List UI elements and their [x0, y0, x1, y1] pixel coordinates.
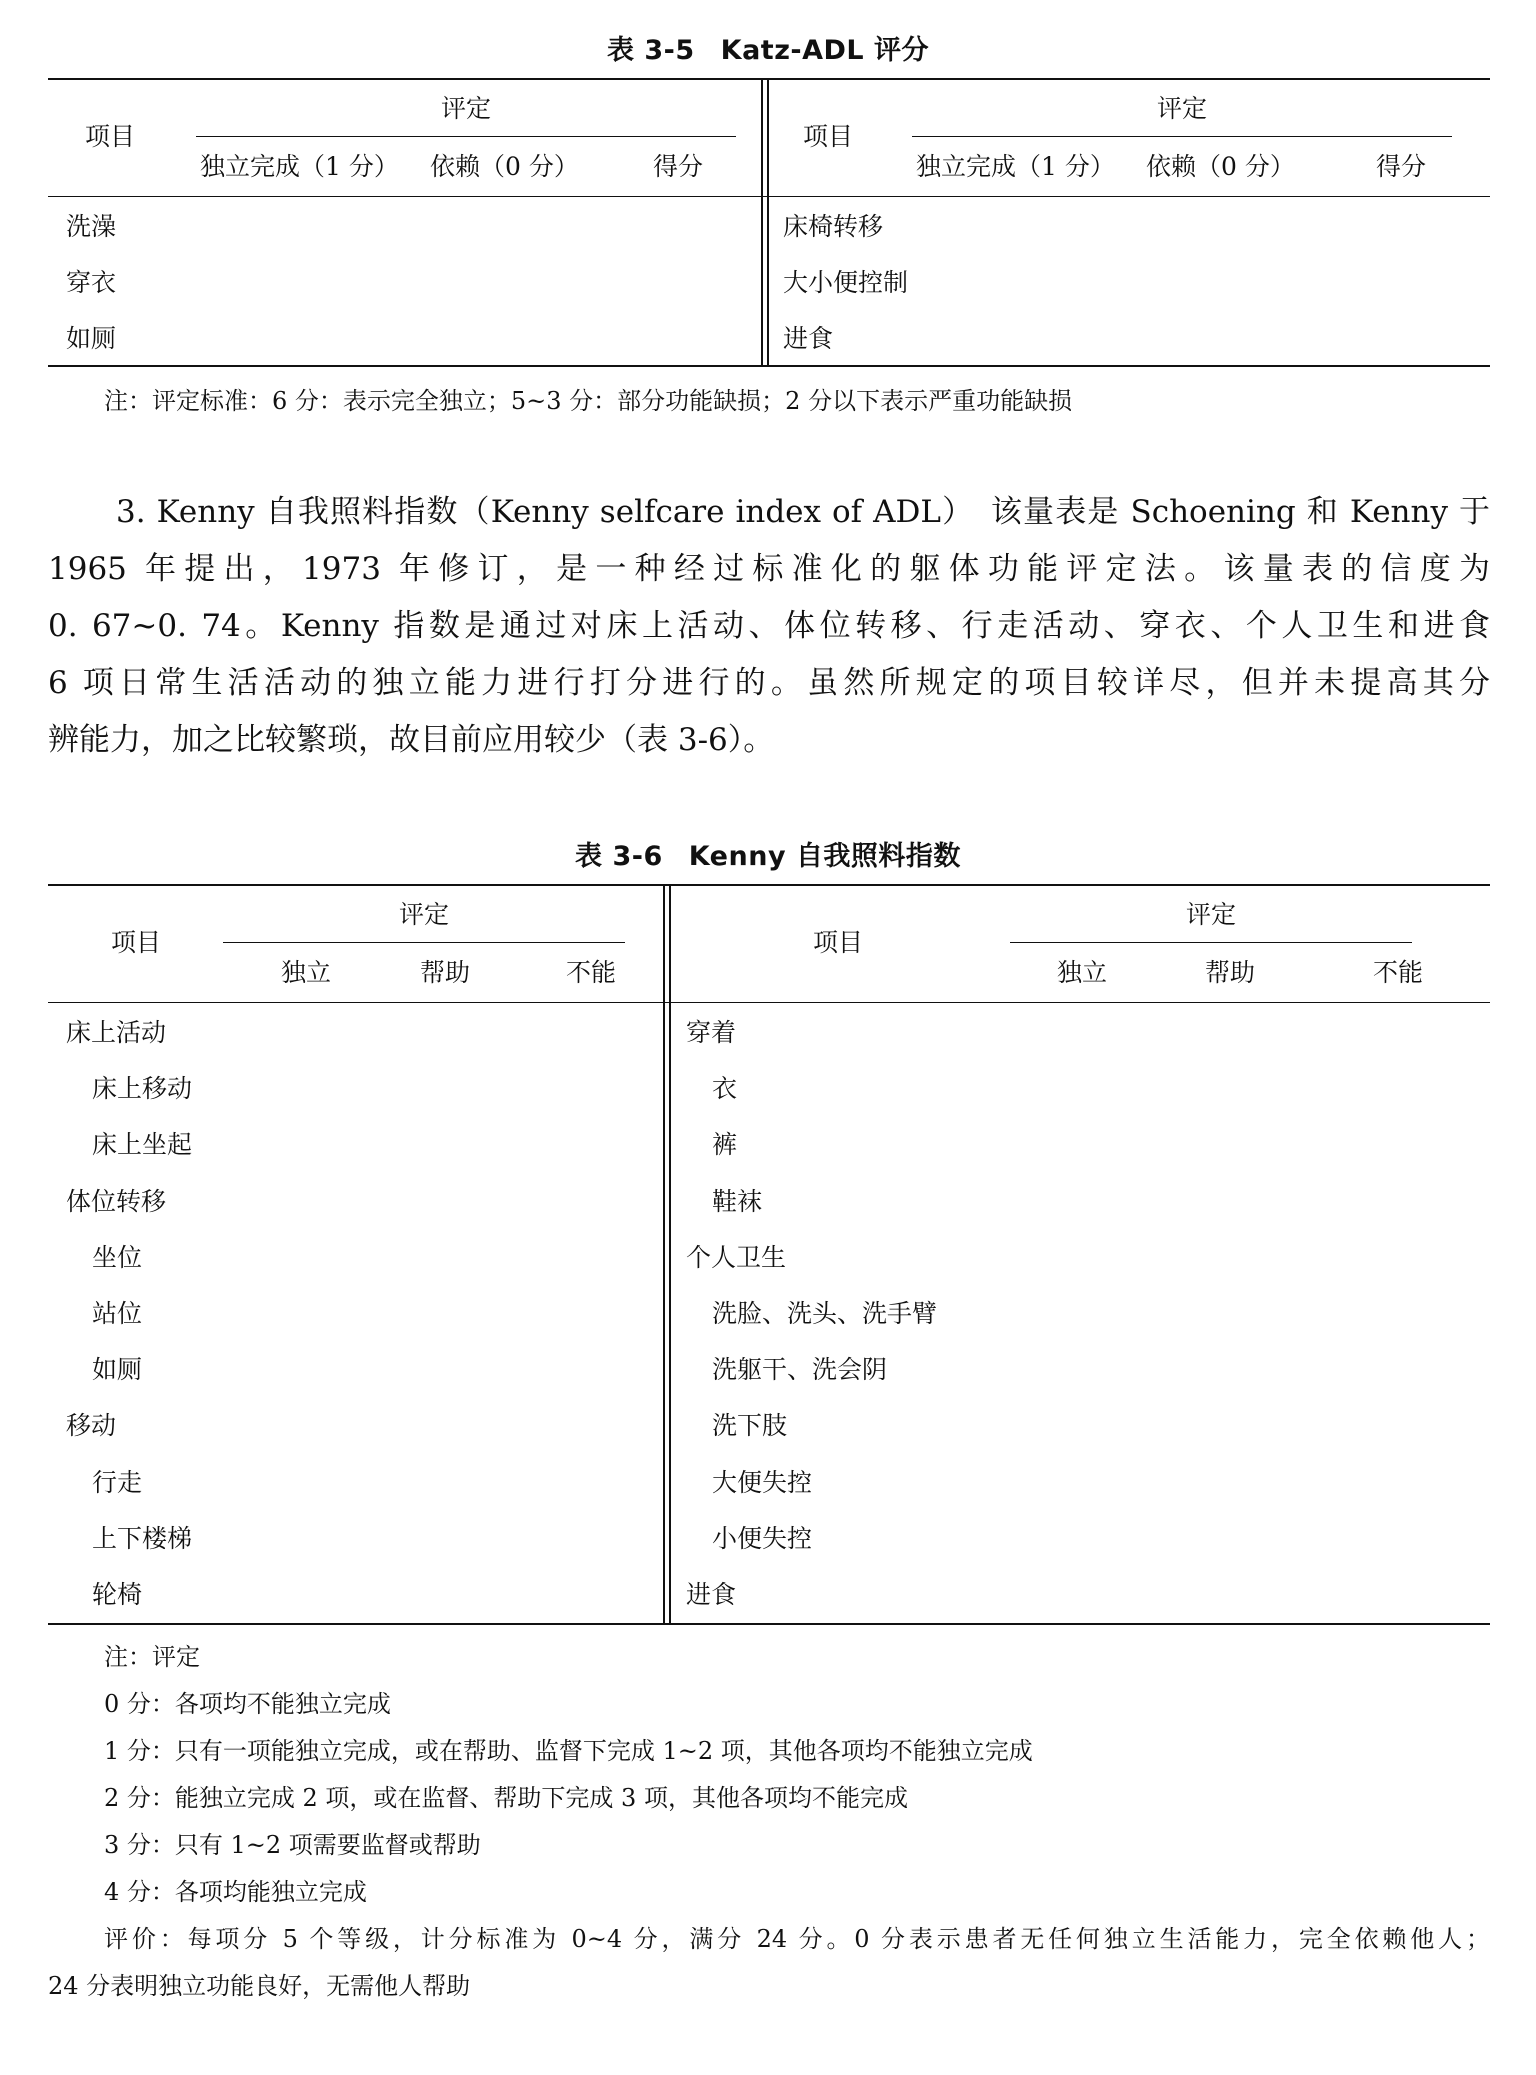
table-row-label: 大便失控: [712, 1468, 813, 1497]
table-3-6-note-line: 0 分：各项均不能独立完成: [104, 1690, 391, 1718]
subheader-unable-left: 不能: [565, 958, 616, 987]
bottom-rule: [48, 1623, 1490, 1625]
table-3-5-caption-number: 表 3-5: [606, 35, 695, 66]
rating-subrule-left: [196, 136, 736, 137]
top-rule: [48, 884, 1490, 886]
table-row-label: 洗澡: [66, 212, 117, 241]
table-row-label: 洗躯干、洗会阴: [712, 1355, 888, 1384]
table-row-label: 洗脸、洗头、洗手臂: [712, 1299, 938, 1328]
subheader-independent-right: 独立: [1056, 958, 1107, 987]
table-row-label: 小便失控: [712, 1524, 813, 1553]
table-row-label: 移动: [66, 1411, 117, 1440]
table-3-6-evaluation-line: 评价：每项分 5 个等级，计分标准为 0~4 分，满分 24 分。0 分表示患者无任何独立生活能力，完全依赖他人；: [104, 1925, 1490, 1953]
table-3-6: [48, 884, 1490, 1626]
subheader-dependent-left: 依赖（0 分）: [430, 152, 579, 181]
bottom-rule: [48, 365, 1490, 367]
table-3-5: [48, 78, 1490, 368]
item-header-right: 项目: [802, 122, 853, 151]
rating-subrule-left: [223, 942, 625, 943]
subheader-independent-left: 独立: [280, 958, 331, 987]
table-row-label: 穿衣: [66, 268, 117, 297]
table-row-label: 行走: [92, 1468, 143, 1497]
table-3-5-caption-title: Katz-ADL 评分: [720, 35, 930, 66]
table-3-6-note-line: 2 分：能独立完成 2 项，或在监督、帮助下完成 3 项，其他各项均不能完成: [104, 1784, 908, 1812]
table-3-6-caption-title: Kenny 自我照料指数: [688, 841, 961, 872]
header-rule: [48, 1002, 1490, 1003]
table-row-label: 个人卫生: [686, 1243, 787, 1272]
body-paragraph: [48, 484, 1490, 769]
table-3-6-note-line: 3 分：只有 1~2 项需要监督或帮助: [104, 1831, 481, 1859]
rating-subrule-right: [912, 136, 1452, 137]
table-row-label: 鞋袜: [712, 1187, 763, 1216]
paragraph-line: 3. Kenny 自我照料指数（Kenny selfcare index of ADL） 该量表是 Schoening 和 Kenny 于: [116, 494, 1490, 530]
item-header-right: 项目: [812, 928, 863, 957]
table-row-label: 进食: [783, 324, 834, 353]
table-row-label: 如厕: [92, 1355, 143, 1384]
table-3-6-note-line: 1 分：只有一项能独立完成，或在帮助、监督下完成 1~2 项，其他各项均不能独立完成: [104, 1737, 1033, 1765]
table-3-6-note-title: 注：评定: [104, 1643, 200, 1671]
subheader-independent-left: 独立完成（1 分）: [200, 152, 399, 181]
table-3-5-note: 注：评定标准：6 分：表示完全独立；5~3 分：部分功能缺损；2 分以下表示严重功能缺损: [104, 387, 1073, 415]
table-3-6-caption: [0, 834, 1536, 873]
table-3-6-note-line: 4 分：各项均能独立完成: [104, 1878, 367, 1906]
paragraph-line: 6 项日常生活活动的独立能力进行打分进行的。虽然所规定的项目较详尽，但并未提高其分: [48, 665, 1490, 701]
subheader-independent-right: 独立完成（1 分）: [916, 152, 1115, 181]
table-row-label: 体位转移: [66, 1187, 167, 1216]
subheader-score-right: 得分: [1376, 152, 1427, 181]
table-row-label: 站位: [92, 1299, 143, 1328]
subheader-help-left: 帮助: [419, 958, 470, 987]
rating-subrule-right: [1010, 942, 1412, 943]
top-rule: [48, 78, 1490, 80]
rating-header-right: 评定: [1156, 94, 1207, 123]
table-row-label: 进食: [686, 1580, 737, 1609]
paragraph-line: 0. 67~0. 74。Kenny 指数是通过对床上活动、体位转移、行走活动、穿衣、个人卫生和进食: [48, 608, 1490, 644]
table-row-label: 轮椅: [92, 1580, 143, 1609]
table-row-label: 床上坐起: [92, 1130, 193, 1159]
table-row-label: 大小便控制: [783, 268, 909, 297]
table-row-label: 床上移动: [92, 1074, 193, 1103]
table-row-label: 衣: [712, 1074, 738, 1103]
item-header-left: 项目: [110, 928, 161, 957]
paragraph-line: 1965 年提出，1973 年修订，是一种经过标准化的躯体功能评定法。该量表的信度为: [48, 551, 1490, 587]
table-row-label: 上下楼梯: [92, 1524, 193, 1553]
rating-header-left: 评定: [398, 900, 449, 929]
double-divider-right: [767, 78, 769, 367]
rating-header-left: 评定: [440, 94, 491, 123]
table-row-label: 洗下肢: [712, 1411, 788, 1440]
rating-header-right: 评定: [1185, 900, 1236, 929]
subheader-help-right: 帮助: [1204, 958, 1255, 987]
table-row-label: 床椅转移: [783, 212, 884, 241]
table-row-label: 如厕: [66, 324, 117, 353]
item-header-left: 项目: [84, 122, 135, 151]
subheader-unable-right: 不能: [1372, 958, 1423, 987]
subheader-score-left: 得分: [653, 152, 704, 181]
table-row-label: 穿着: [686, 1018, 737, 1047]
table-row-label: 坐位: [92, 1243, 143, 1272]
paragraph-line: 辨能力，加之比较繁琐，故目前应用较少（表 3-6）。: [48, 722, 775, 758]
subheader-dependent-right: 依赖（0 分）: [1146, 152, 1295, 181]
double-divider-left: [663, 884, 665, 1625]
table-row-label: 床上活动: [66, 1018, 167, 1047]
table-3-6-evaluation-line: 24 分表明独立功能良好，无需他人帮助: [48, 1972, 471, 2000]
table-3-5-caption: [0, 28, 1536, 67]
double-divider-left: [761, 78, 763, 367]
table-row-label: 裤: [712, 1130, 738, 1159]
double-divider-right: [669, 884, 671, 1625]
header-rule: [48, 196, 1490, 197]
table-3-6-caption-number: 表 3-6: [575, 841, 663, 872]
